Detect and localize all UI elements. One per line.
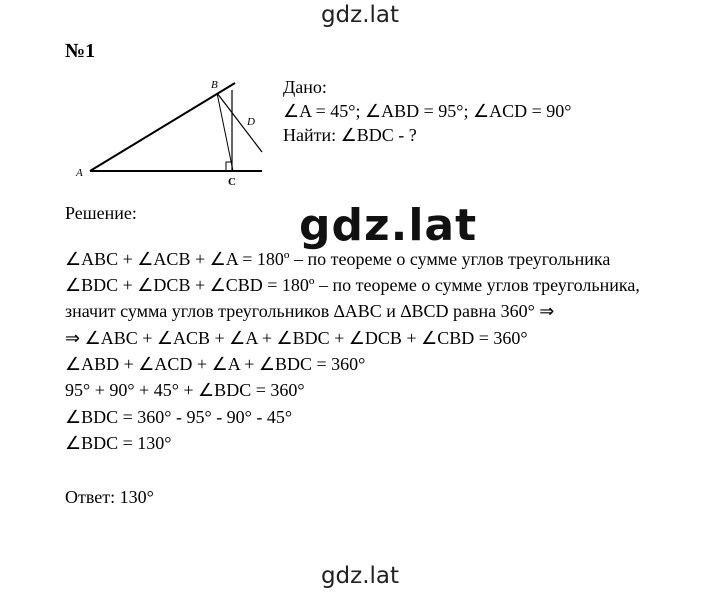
watermark-bottom: gdz.lat [320, 563, 400, 589]
solution-line: ∠BDC + ∠DCB + ∠CBD = 180º – по теореме о сумме углов треугольника, [65, 275, 640, 295]
watermark-top: gdz.lat [320, 2, 400, 28]
find-text: Найти: ∠BDC - ? [283, 125, 417, 145]
segment-bc [217, 93, 233, 171]
solution-line: ∠BDC = 360° - 95° - 90° - 45° [65, 407, 293, 427]
side-ab [90, 83, 235, 171]
solution-line: значит сумма углов треугольников ∆ABC и ∆BCD равна 360° ⇒ [65, 301, 555, 321]
line-bd [217, 93, 262, 152]
given-text: ∠A = 45°; ∠ABD = 95°; ∠ACD = 90° [283, 101, 572, 121]
solution-line: ⇒ ∠ABC + ∠ACB + ∠A + ∠BDC + ∠DCB + ∠CBD = 360° [65, 328, 528, 348]
solution-line: 95° + 90° + 45° + ∠BDC = 360° [65, 380, 305, 400]
label-b: B [211, 79, 218, 91]
label-d: D [247, 116, 255, 128]
label-a: A [76, 167, 83, 179]
solution-line: ∠ABD + ∠ACD + ∠A + ∠BDC = 360° [65, 354, 366, 374]
solution-line: ∠ABC + ∠ACB + ∠A = 180º – по теореме о сумме углов треугольника [65, 249, 611, 269]
watermark-middle: gdz.lat [299, 200, 478, 251]
given-label: Дано: [283, 77, 327, 97]
answer: Ответ: 130° [65, 487, 154, 507]
solution-label: Решение: [65, 203, 137, 223]
label-c: C [228, 176, 236, 188]
problem-number: №1 [65, 40, 96, 62]
geometry-figure [60, 70, 270, 190]
solution-line: ∠BDC = 130° [65, 433, 172, 453]
